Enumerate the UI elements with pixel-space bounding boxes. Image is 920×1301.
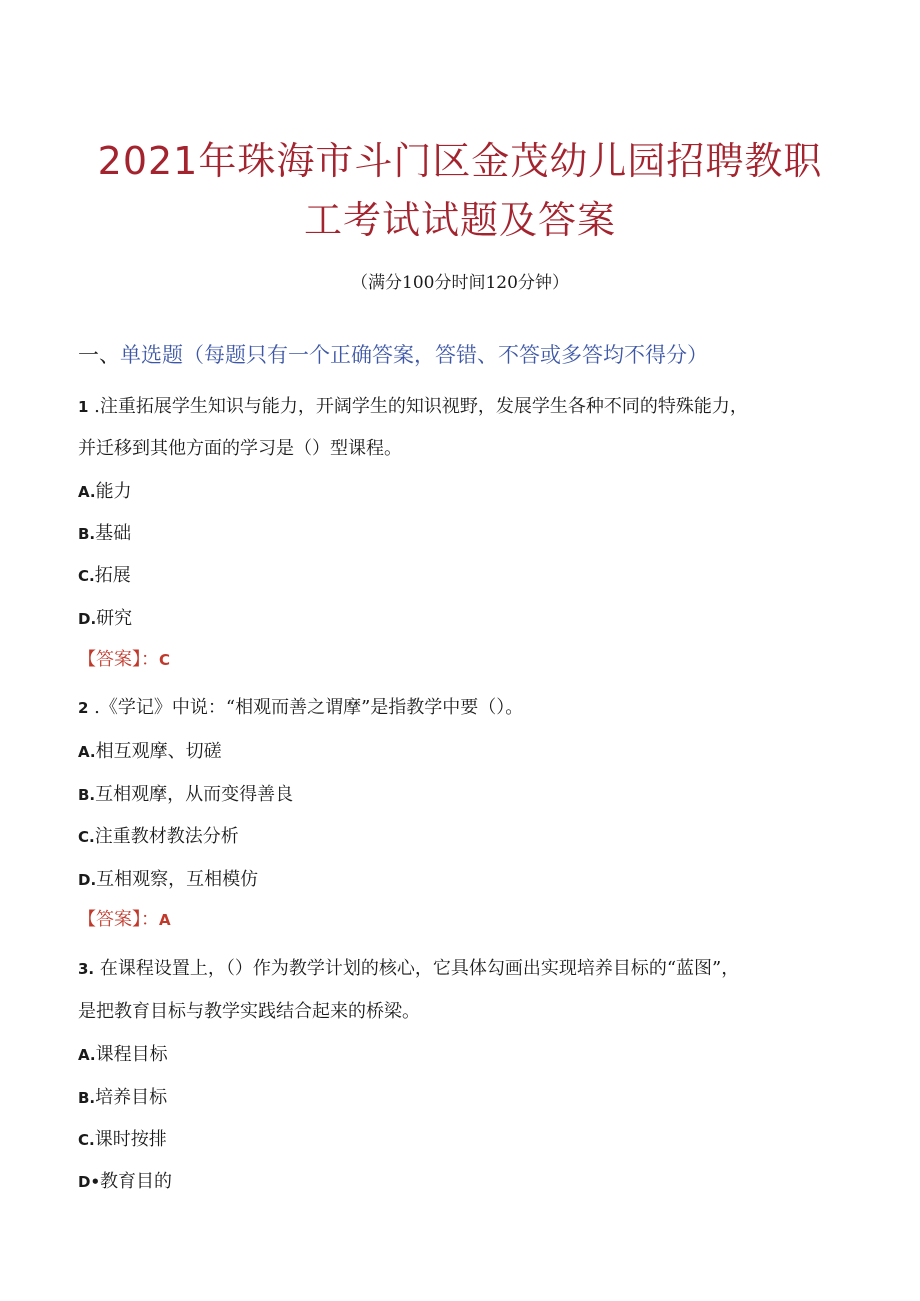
section-number: 一、: [78, 343, 120, 367]
question-text: 在课程设置上，（）作为教学计划的核心，它具体勾画出实现培养目标的“蓝图”，: [94, 958, 740, 979]
question-1-line-2: 并迁移到其他方面的学习是（）型课程。: [78, 438, 402, 459]
question-1-option-c: [78, 564, 131, 588]
question-1-option-b: [78, 522, 131, 546]
option-text: 注重教材教法分析: [94, 826, 239, 847]
question-1-answer: [78, 648, 170, 672]
question-3-option-d: [78, 1170, 172, 1194]
question-2-option-a: [78, 740, 222, 764]
answer-value: C: [159, 651, 171, 669]
option-letter: C.: [78, 828, 95, 846]
section-label: 单选题（每题只有一个正确答案，答错、不答或多答均不得分）: [120, 343, 708, 367]
option-letter: C.: [78, 1131, 95, 1149]
option-text: 基础: [95, 523, 132, 544]
question-3-line-1: [78, 957, 739, 981]
option-text: 能力: [95, 481, 132, 502]
option-letter: D.: [78, 610, 97, 628]
option-text: 研究: [96, 608, 133, 629]
option-text: 拓展: [94, 565, 131, 586]
question-number: 1: [78, 398, 89, 416]
question-number: 3.: [78, 960, 95, 978]
answer-label: 【答案】：: [78, 649, 159, 670]
exam-meta: （满分100分时间120分钟）: [351, 273, 569, 293]
option-letter: C.: [78, 567, 95, 585]
option-letter: B.: [78, 786, 96, 804]
option-letter: A.: [78, 1046, 96, 1064]
question-2-option-b: [78, 783, 293, 807]
question-3-line-2: 是把教育目标与教学实践结合起来的桥梁。: [78, 1001, 420, 1022]
question-text: .注重拓展学生知识与能力，开阔学生的知识视野，发展学生各种不同的特殊能力，: [88, 396, 748, 417]
option-letter: B.: [78, 525, 96, 543]
question-2-answer: [78, 908, 171, 932]
document-title-line-1: 2021年珠海市斗门区金茂幼儿园招聘教职: [97, 139, 823, 183]
answer-value: A: [159, 911, 171, 929]
option-text: 培养目标: [95, 1087, 168, 1108]
option-text: 相互观摩、切磋: [95, 741, 222, 762]
section-heading: [78, 341, 708, 369]
question-1-option-d: [78, 607, 132, 631]
option-letter: A.: [78, 483, 96, 501]
option-text: 课时按排: [94, 1129, 167, 1150]
option-letter: D•: [78, 1173, 101, 1191]
question-1-line-1: [78, 395, 748, 419]
question-1-option-a: [78, 480, 132, 504]
question-3-option-c: [78, 1128, 167, 1152]
option-letter: B.: [78, 1089, 96, 1107]
option-letter: D.: [78, 871, 97, 889]
option-text: 互相观摩，从而变得善良: [95, 784, 294, 805]
option-letter: A.: [78, 743, 96, 761]
question-number: 2: [78, 699, 89, 717]
answer-label: 【答案】：: [78, 909, 159, 930]
option-text: 教育目的: [100, 1171, 173, 1192]
question-2-line-1: [78, 696, 523, 720]
document-title-line-2: 工考试试题及答案: [303, 198, 616, 242]
question-3-option-b: [78, 1086, 167, 1110]
question-2-option-c: [78, 825, 239, 849]
question-text: .《学记》中说：“相观而善之谓摩”是指教学中要（）。: [88, 697, 524, 718]
question-2-option-d: [78, 868, 258, 892]
option-text: 互相观察，互相模仿: [96, 869, 259, 890]
option-text: 课程目标: [95, 1044, 168, 1065]
question-3-option-a: [78, 1043, 168, 1067]
